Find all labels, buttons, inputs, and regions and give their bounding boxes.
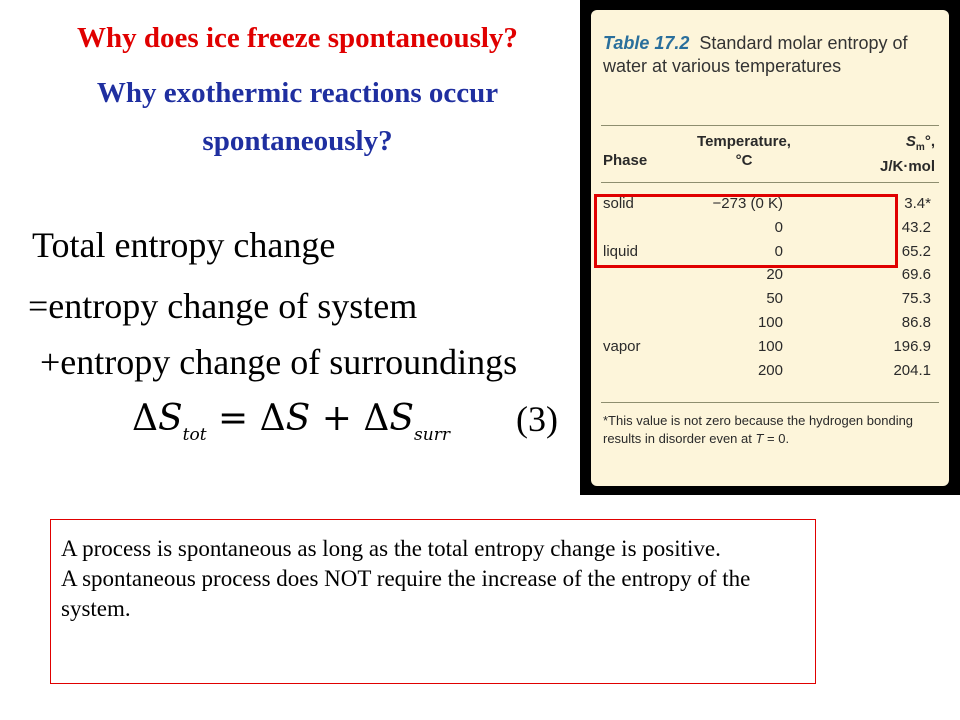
table-caption-text: Standard molar entropy of water at various temperatures	[603, 33, 908, 76]
table-cell-entropy: 204.1	[893, 361, 931, 379]
surroundings-entropy-line: +entropy change of surroundings	[40, 342, 518, 382]
table-cell-phase: solid	[603, 195, 634, 212]
equation-number: (3)	[516, 399, 558, 439]
table-cell-temperature: 0	[774, 218, 783, 236]
header-phase: Phase	[603, 152, 648, 169]
table-label: Table 17.2	[603, 33, 690, 53]
table-cell-temperature: 50	[766, 290, 783, 308]
table-cell-entropy: 3.4*	[904, 195, 931, 212]
header-entropy: $S_m^\circ$, J/K·mol	[879, 133, 935, 175]
header-temperature: Temperature, °C	[697, 133, 791, 169]
note-paragraph-1: A process is spontaneous as long as the total entropy change is positive.	[61, 536, 721, 561]
table-top-rule	[601, 125, 939, 126]
table-cell-entropy: 75.3	[901, 290, 931, 308]
table-bottom-rule	[601, 402, 939, 403]
table-cell-temperature: 100	[757, 337, 783, 355]
table-header-rule	[601, 182, 939, 183]
highlight-box	[594, 194, 898, 268]
table-cell-temperature: 200	[757, 361, 783, 379]
total-entropy-line: Total entropy change	[32, 225, 336, 265]
table-cell-entropy: 65.2	[901, 242, 931, 260]
tot-subscript: tot	[182, 425, 207, 445]
system-entropy-line: =entropy change of system	[28, 286, 418, 326]
table-cell-entropy: 43.2	[901, 218, 931, 236]
entropy-equation: $\Delta S_{tot} = \Delta S + \Delta S_{surr}$ (3)	[132, 398, 558, 445]
table-cell-phase: vapor	[603, 337, 641, 355]
table-cell-entropy: 196.9	[893, 337, 931, 355]
table-cell-temperature: 100	[757, 314, 783, 331]
table-cell-phase: liquid	[603, 242, 639, 260]
note-box	[50, 519, 816, 684]
table-cell-temperature: −273 (0 K)	[712, 195, 783, 212]
table-cell-entropy: 69.6	[901, 266, 931, 284]
slide-subtitle: Why exothermic reactions occur spontaneously?	[96, 77, 499, 157]
table-footnote: *This value is not zero because the hydrogen bonding results in disorder even at T = 0.	[603, 413, 914, 446]
slide-title: Why does ice freeze spontaneously?	[77, 22, 518, 54]
table-cell-entropy: 86.8	[901, 314, 931, 331]
note-paragraph-2: A spontaneous process does NOT require the increase of the entropy of the system.	[61, 566, 751, 621]
surr-subscript: surr	[414, 425, 450, 445]
table-cell-temperature: 20	[766, 266, 783, 284]
table-cell-temperature: 0	[774, 242, 783, 260]
table-caption	[603, 32, 943, 78]
